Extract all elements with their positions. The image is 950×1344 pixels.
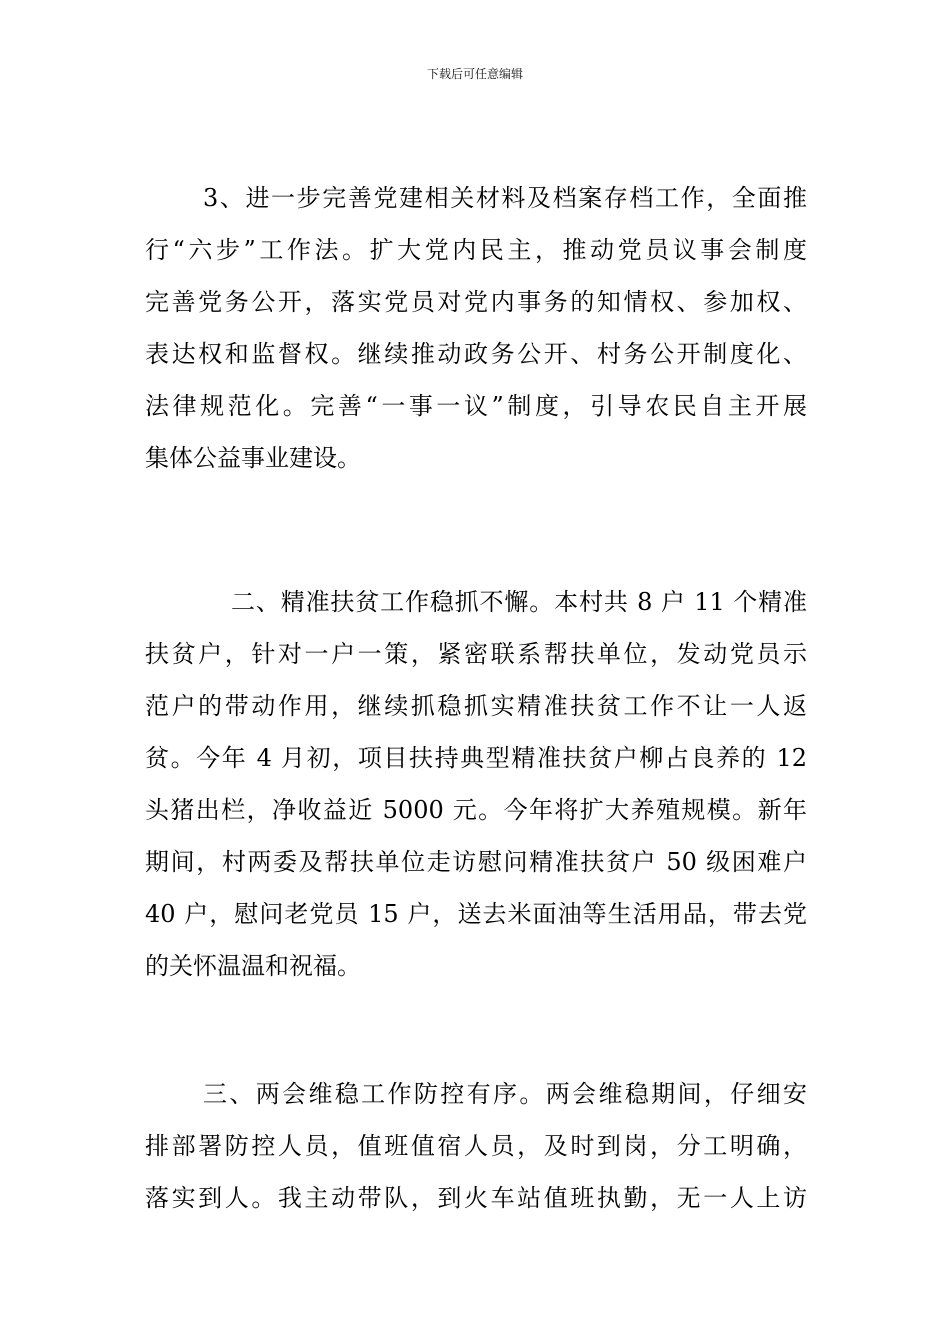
paragraph-line: 排部署防控人员，值班值宿人员，及时到岗，分工明确， bbox=[145, 1132, 807, 1160]
paragraph-line: 的关怀温温和祝福。 bbox=[145, 952, 361, 980]
page-header: 下载后可任意编辑 bbox=[426, 67, 523, 81]
paragraph-poverty-alleviation bbox=[145, 576, 807, 992]
paragraph-line: 扶贫户，针对一户一策，紧密联系帮扶单位，发动党员示 bbox=[145, 640, 807, 668]
paragraph-line: 期间，村两委及帮扶单位走访慰问精准扶贫户 50 级困难户 bbox=[145, 848, 807, 876]
paragraph-line: 落实到人。我主动带队，到火车站值班执勤，无一人上访 bbox=[145, 1184, 807, 1212]
paragraph-line: 法律规范化。完善“一事一议”制度，引导农民自主开展 bbox=[145, 392, 807, 420]
paragraph-line: 40 户，慰问老党员 15 户，送去米面油等生活用品，带去党 bbox=[145, 900, 807, 928]
paragraph-party-building bbox=[145, 172, 807, 484]
paragraph-line: 二、精准扶贫工作稳抓不懈。本村共 8 户 11 个精准 bbox=[231, 588, 807, 616]
paragraph-line: 表达权和监督权。继续推动政务公开、村务公开制度化、 bbox=[145, 340, 807, 368]
paragraph-stability-maintenance bbox=[145, 1068, 807, 1224]
paragraph-line: 集体公益事业建设。 bbox=[145, 444, 361, 472]
paragraph-line: 行“六步”工作法。扩大党内民主，推动党员议事会制度 bbox=[145, 236, 807, 264]
paragraph-line: 三、两会维稳工作防控有序。两会维稳期间，仔细安 bbox=[203, 1080, 807, 1108]
paragraph-line: 头猪出栏，净收益近 5000 元。今年将扩大养殖规模。新年 bbox=[145, 796, 807, 824]
paragraph-line: 贫。今年 4 月初，项目扶持典型精准扶贫户柳占良养的 12 bbox=[145, 744, 807, 772]
paragraph-line: 3、进一步完善党建相关材料及档案存档工作，全面推 bbox=[203, 184, 807, 212]
paragraph-line: 范户的带动作用，继续抓稳抓实精准扶贫工作不让一人返 bbox=[145, 692, 807, 720]
paragraph-line: 完善党务公开，落实党员对党内事务的知情权、参加权、 bbox=[145, 288, 807, 316]
